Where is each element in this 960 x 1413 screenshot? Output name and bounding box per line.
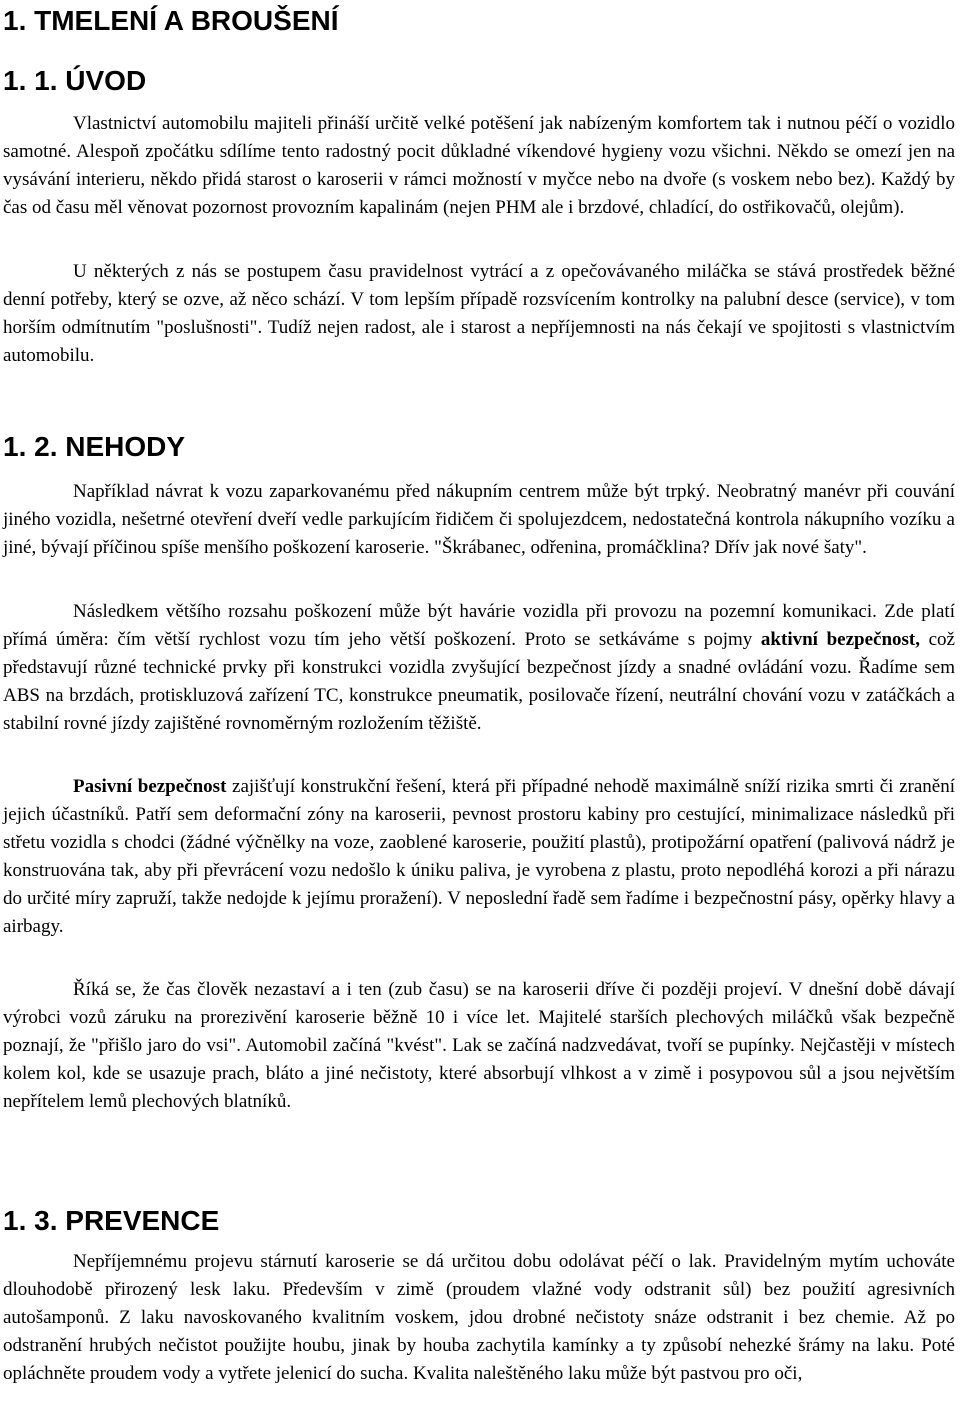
section-heading-prevence: 1. 3. PREVENCE <box>3 1205 220 1236</box>
paragraph-nehody-2 <box>3 598 955 738</box>
term-pasivni-bezpecnost: Pasivní bezpečnost <box>73 776 227 797</box>
paragraph-nehody-1: Například návrat k vozu zaparkovanému před nákupním centrem může být trpký. Neobratný manévr při couvání jiného vozidla, nešetrné otevření dveří vedle parkujícím řidičem či spolujezdcem, nedostatečná kontrola nákupního vozíku a jiné, bývají příčinou spíše menšího poškození karoserie. "Škrábanec, odřenina, promáčklina? Dřív jak nové šaty". <box>3 481 955 558</box>
page-title: 1. TMELENÍ A BROUŠENÍ <box>3 5 339 36</box>
paragraph-text: Následkem většího rozsahu poškození může být havárie vozidla při provozu na pozemní komunikaci. Zde platí přímá úměra: čím větší rychlost vozu tím jeho větší poškození. Proto se setkáváme s pojmy <box>3 601 955 650</box>
paragraph-prevence-1: Nepříjemnému projevu stárnutí karoserie se dá určitou dobu odolávat péčí o lak. Pravidelným mytím uchováte dlouhodobě přirozený lesk laku. Především v zimě (proudem vlažné vody odstranit sůl) bez použití agresivních autošamponů. Z laku navoskovaného kvalitním voskem, jdou drobné nečistoty snáze odstranit i bez chemie. Až po odstranění hrubých nečistot použijte houbu, jinak by houba zachytila kamínky a ty způsobí nehezké šrámy na laku. Poté opláchněte proudem vody a vytřete jelenicí do sucha. Kvalita naleštěného laku může být pastvou pro oči, <box>3 1251 955 1384</box>
term-aktivni-bezpecnost: aktivní bezpečnost, <box>760 629 920 650</box>
section-heading-nehody: 1. 2. NEHODY <box>3 431 186 462</box>
section-heading-uvod: 1. 1. ÚVOD <box>3 65 147 96</box>
paragraph-uvod-2: U některých z nás se postupem času pravidelnost vytrácí a z opečovávaného miláčka se stává prostředek běžné denní potřeby, který se ozve, až něco schází. V tom lepším případě rozsvícením kontrolky na palubní desce (service), v tom horším odmítnutím "poslušnosti". Tudíž nejen radost, ale i starost a nepříjemnosti na nás čekají ve spojitosti s vlastnictvím automobilu. <box>3 261 955 366</box>
paragraph-uvod-1: Vlastnictví automobilu majiteli přináší určitě velké potěšení jak nabízeným komfortem tak i nutnou péčí o vozidlo samotné. Alespoň zpočátku sdílíme tento radostný pocit důkladné víkendové hygieny vozu všichni. Někdo se omezí jen na vysávání interieru, někdo přidá starost o karoserii v rámci možností v myčce nebo na dvoře (s voskem nebo bez). Každý by čas od času měl věnovat pozornost provozním kapalinám (nejen PHM ale i brzdové, chladící, do ostřikovačů, olejům). <box>3 113 955 218</box>
paragraph-text: zajišťují konstrukční řešení, která při případné nehodě maximálně sníží rizika smrti či zranění jejich účastníků. Patří sem deformační zóny na karoserii, pevnost prostoru kabiny pro cestující, minimalizace následků při střetu vozidla s chodci (žádné výčnělky na voze, zaoblené karoserie, použití plastů), protipožární opatření (palivová nádrž je konstruována tak, aby při převrácení vozu nedošlo k úniku paliva, je vyrobena z plastu, proto nepodléhá korozi a při nárazu do určité míry zapruží, takže nedojde k jejímu proražení). V neposlední řadě sem řadíme i bezpečnostní pásy, opěrky hlavy a airbagy. <box>3 776 955 937</box>
paragraph-nehody-4: Říká se, že čas člověk nezastaví a i ten (zub času) se na karoserii dříve či později projeví. V dnešní době dávají výrobci vozů záruku na prorezivění karoserie běžně 10 i více let. Majitelé starších plechových miláčků však bezpečně poznají, že "přišlo jaro do vsi". Automobil začíná "kvést". Lak se začíná nadzvedávat, tvoří se pupínky. Nejčastěji v místech kolem kol, kde se usazuje prach, bláto a jiné nečistoty, které absorbují vlhkost a v zimě i posypovou sůl a jsou největším nepřítelem lemů plechových blatníků. <box>3 979 955 1112</box>
paragraph-nehody-3 <box>3 773 955 941</box>
paragraph-text: což představují různé technické prvky při konstrukci vozidla zvyšující bezpečnost jízdy a snadné ovládání vozu. Řadíme sem ABS na brzdách, protiskluzová zařízení TC, konstrukce pneumatik, posilovače řízení, neutrální chování vozu v zatáčkách a stabilní rovné jízdy zajištěné rovnoměrným rozložením těžiště. <box>3 629 955 734</box>
